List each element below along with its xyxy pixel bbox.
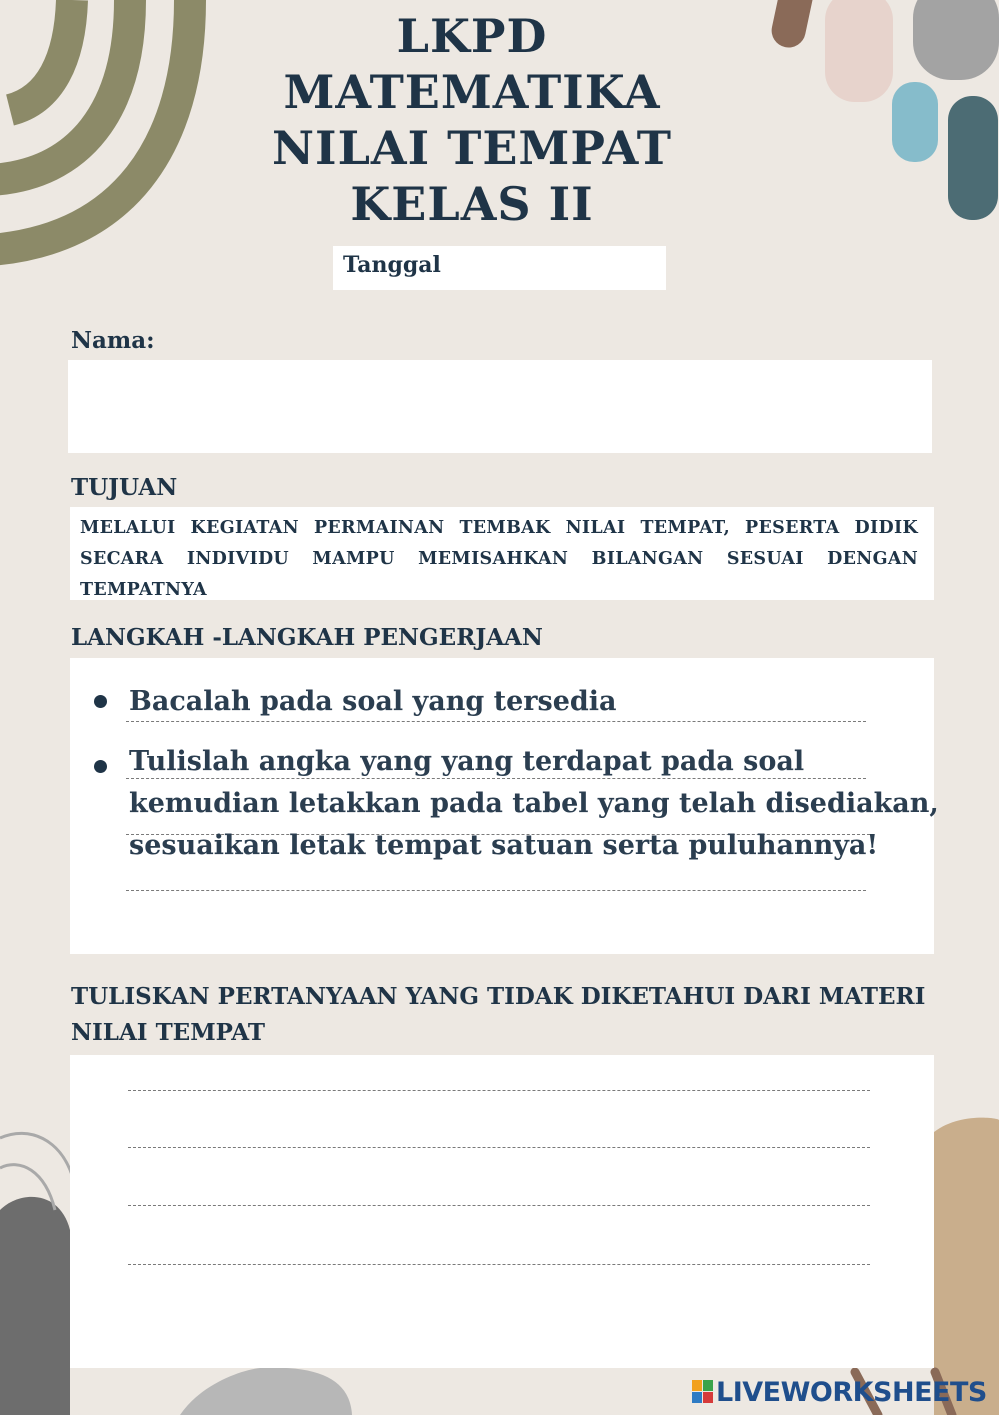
question-answer-line[interactable]: [128, 1147, 870, 1148]
answer-line[interactable]: [126, 721, 866, 722]
liveworksheets-watermark: [692, 1375, 987, 1409]
pertanyaan-heading-line-1: TULISKAN PERTANYAAN YANG TIDAK DIKETAHUI DARI MATERI: [71, 983, 926, 1010]
step-1-text: Bacalah pada soal yang tersedia: [129, 686, 617, 717]
step-2-line-1: Tulislah angka yang yang terdapat pada soal: [129, 746, 805, 777]
liveworksheets-logo-icon: [692, 1380, 714, 1404]
title-line-3: NILAI TEMPAT: [272, 121, 672, 175]
answer-line[interactable]: [126, 890, 866, 891]
question-answer-line[interactable]: [128, 1205, 870, 1206]
tujuan-heading: TUJUAN: [71, 474, 178, 501]
langkah-heading: LANGKAH -LANGKAH PENGERJAAN: [71, 624, 543, 651]
light-grey-blob-decoration: [180, 1368, 352, 1415]
worksheet-title: [0, 8, 944, 232]
title-line-1: LKPD: [396, 9, 548, 63]
bullet-icon: [94, 695, 107, 708]
question-answer-line[interactable]: [128, 1090, 870, 1091]
name-label: Nama:: [71, 327, 155, 354]
bullet-icon: [94, 760, 107, 773]
answer-line[interactable]: [126, 778, 866, 779]
title-line-4: KELAS II: [350, 177, 594, 231]
name-input-box[interactable]: [68, 360, 932, 453]
question-answer-line[interactable]: [128, 1264, 870, 1265]
step-2-line-2: kemudian letakkan pada tabel yang telah disediakan,: [129, 788, 939, 819]
date-field[interactable]: [333, 246, 666, 290]
title-line-2: MATEMATIKA: [283, 65, 661, 119]
date-label: Tanggal: [343, 252, 441, 278]
tujuan-text: MELALUI KEGIATAN PERMAINAN TEMBAK NILAI TEMPAT, PESERTA DIDIK SECARA INDIVIDU MAMPU MEMISAHKAN BILANGAN SESUAI DENGAN TEMPATNYA: [80, 518, 918, 600]
step-2-line-3: sesuaikan letak tempat satuan serta puluhannya!: [129, 830, 879, 861]
pertanyaan-heading-line-2: NILAI TEMPAT: [71, 1019, 265, 1046]
watermark-text: LIVEWORKSHEETS: [716, 1376, 987, 1408]
grey-blob-decoration: [0, 1197, 70, 1415]
tan-blob-decoration: [934, 1118, 999, 1415]
pertanyaan-box: [70, 1055, 934, 1368]
